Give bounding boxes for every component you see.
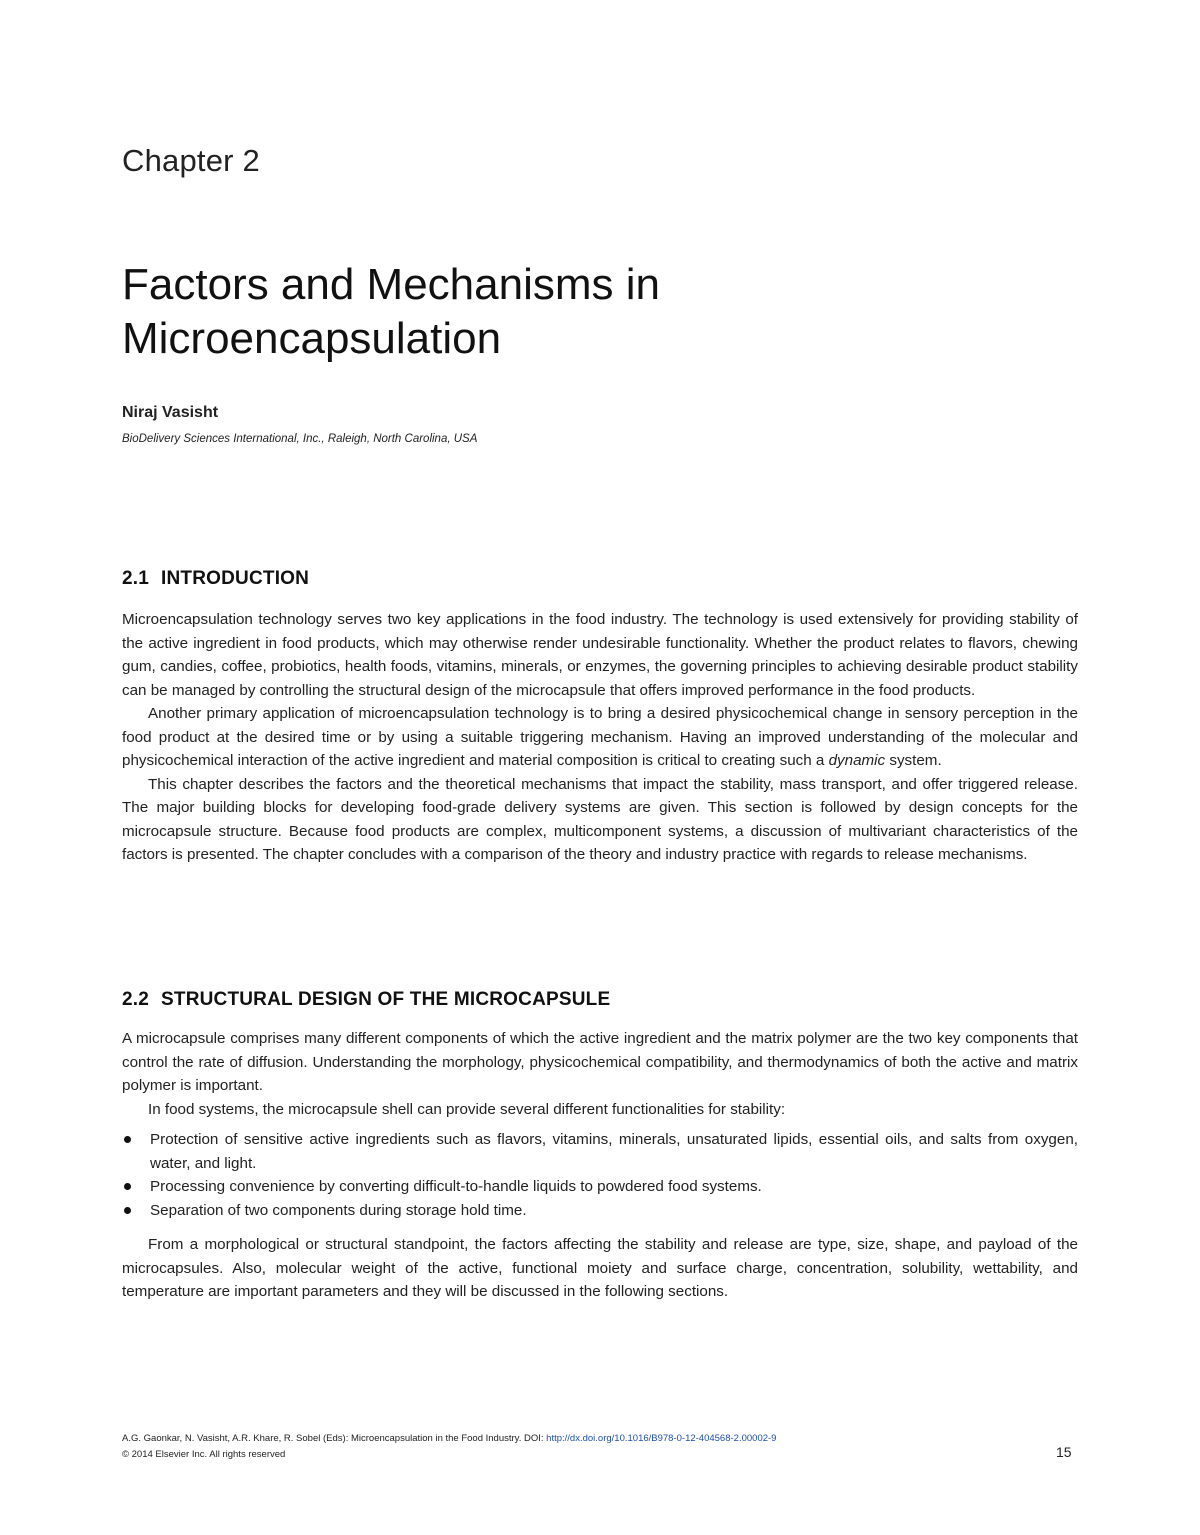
section-title: STRUCTURAL DESIGN OF THE MICROCAPSULE [161,989,611,1010]
section-number: 2.2 [122,989,150,1010]
list-item: Processing convenience by converting difficult-to-handle liquids to powdered food systems. [122,1175,1078,1199]
body-paragraph: In food systems, the microcapsule shell can provide several different functionalities for stability: [148,1100,786,1118]
introduction-body [122,608,1078,867]
doi-link[interactable]: http://dx.doi.org/10.1016/B978-0-12-404568-2.00002-9 [546,1433,777,1444]
author-name: Niraj Vasisht [122,404,219,421]
body-paragraph: Microencapsulation technology serves two key applications in the food industry. The technology is used extensively for providing stability of the active ingredient in food products, which may otherwise render undesirable functionality. Whether the product relates to flavors, chewing gum, candies, coffee, probiotics, health foods, vitamins, minerals, or enzymes, the governing principles to achieving desirable product stability can be managed by controlling the structural design of the microcapsule that offers improved performance in the food products. [122,611,1078,699]
author-affiliation: BioDelivery Sciences International, Inc., Raleigh, North Carolina, USA [122,433,478,445]
citation-text: A.G. Gaonkar, N. Vasisht, A.R. Khare, R. Sobel (Eds): Microencapsulation in the Food Industry. DOI: [122,1433,544,1444]
chapter-title [122,258,1022,366]
bullet-icon [124,1136,131,1143]
section-number: 2.1 [122,568,150,589]
functionality-list [122,1128,1078,1222]
body-paragraph: A microcapsule comprises many different components of which the active ingredient and the matrix polymer are the two key components that control the rate of diffusion. Understanding the morphology, physicochemical compatibility, and thermodynamics of both the active and matrix polymer is important. [122,1030,1078,1094]
section-heading-introduction [122,568,309,590]
emphasis-text: dynamic [828,752,886,769]
body-paragraph: From a morphological or structural standpoint, the factors affecting the stability and release are type, size, shape, and payload of the microcapsules. Also, molecular weight of the active, functional moiety and surface charge, concentration, solubility, wettability, and temperature are important parameters and they will be discussed in the following sections. [122,1236,1078,1300]
list-item: Separation of two components during storage hold time. [122,1199,1078,1223]
bullet-icon [124,1183,131,1190]
page-footer [122,1431,776,1463]
body-paragraph: This chapter describes the factors and the theoretical mechanisms that impact the stability, mass transport, and offer triggered release. The major building blocks for developing food-grade delivery systems are given. This section is followed by design concepts for the microcapsule structure. Because food products are complex, multicomponent systems, a discussion of multivariant characteristics of the factors is presented. The chapter concludes with a comparison of the theory and industry practice with regards to release mechanisms. [122,775,1078,863]
body-paragraph: Another primary application of microencapsulation technology is to bring a desired physicochemical change in sensory perception in the food product at the desired time or by using a suitable triggering mechanism. Having an improved understanding of the molecular and physicochemical interaction of the active ingredient and material composition is critical to creating such a dynamic system. [122,705,1078,769]
copyright-notice: © 2014 Elsevier Inc. All rights reserved [122,1449,286,1460]
bullet-icon [124,1207,131,1214]
page-number: 15 [1056,1444,1072,1460]
citation-line [122,1431,776,1447]
section-heading-structural-design [122,989,610,1011]
section-title: INTRODUCTION [161,568,310,589]
chapter-title-line-2: Microencapsulation [122,314,502,363]
list-item: Protection of sensitive active ingredients such as flavors, vitamins, minerals, unsaturated lipids, essential oils, and salts from oxygen, water, and light. [122,1128,1078,1175]
chapter-title-line-1: Factors and Mechanisms in [122,260,660,309]
chapter-label: Chapter 2 [122,143,260,178]
structural-design-body [122,1027,1078,1304]
